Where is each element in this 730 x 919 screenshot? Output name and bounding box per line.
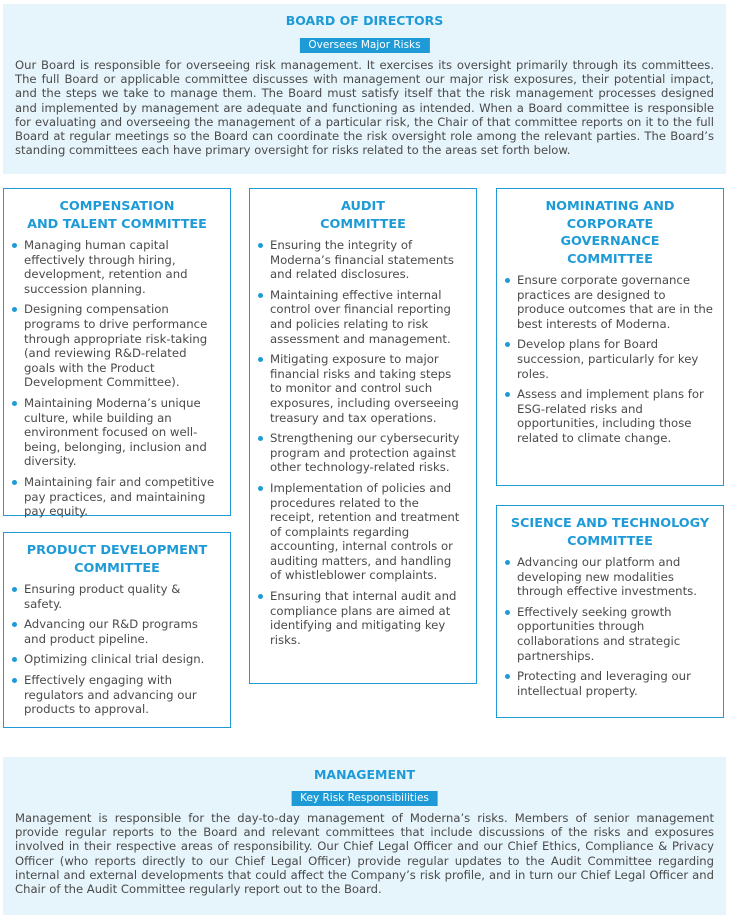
- bullet-icon: [12, 401, 17, 406]
- bullet-icon: [12, 622, 17, 627]
- bullet-icon: [12, 243, 17, 248]
- list-item: Advancing our platform and developing new modalities through effective investments.: [505, 555, 713, 599]
- bullet-icon: [505, 392, 510, 397]
- bullet-icon: [505, 560, 510, 565]
- compensation-committee-title: COMPENSATION AND TALENT COMMITTEE: [27, 199, 207, 232]
- management-panel: [3, 757, 726, 915]
- list-item: Designing compensation programs to drive performance through appropriate risk-taking (and reviewing R&D-related goals with the Product Development Committee).: [12, 302, 220, 390]
- bullet-icon: [12, 307, 17, 312]
- list-item: Ensuring product quality & safety.: [12, 582, 220, 611]
- list-item: Strengthening our cybersecurity program and protection against other technology-related risks.: [258, 431, 466, 475]
- list-item: Effectively seeking growth opportunities through collaborations and strategic partnerships.: [505, 605, 713, 663]
- audit-committee-title: AUDIT COMMITTEE: [320, 199, 406, 232]
- bullet-icon: [12, 587, 17, 592]
- bullet-icon: [258, 293, 263, 298]
- list-item: Ensuring the integrity of Moderna’s financial statements and related disclosures.: [258, 238, 466, 282]
- bullet-icon: [12, 657, 17, 662]
- product-development-committee-title: PRODUCT DEVELOPMENT COMMITTEE: [26, 543, 208, 576]
- bullet-icon: [258, 436, 263, 441]
- audit-committee-box: [249, 188, 477, 684]
- list-item: Ensure corporate governance practices are designed to produce outcomes that are in the best interests of Moderna.: [505, 273, 713, 331]
- board-badge: Oversees Major Risks: [299, 38, 429, 53]
- compensation-committee-box: [3, 188, 231, 519]
- list-item: Optimizing clinical trial design.: [12, 652, 220, 667]
- list-item: Assess and implement plans for ESG-related risks and opportunities, including those related to climate change.: [505, 387, 713, 445]
- list-item: Maintaining Moderna’s unique culture, while building an environment focused on well-being, belonging, inclusion and diversity.: [12, 396, 220, 469]
- bullet-icon: [505, 342, 510, 347]
- list-item: Ensuring that internal audit and compliance plans are aimed at identifying and mitigating key risks.: [258, 589, 466, 647]
- list-item: Protecting and leveraging our intellectual property.: [505, 669, 713, 698]
- science-technology-committee-title: SCIENCE AND TECHNOLOGY COMMITTEE: [510, 516, 710, 549]
- bullet-icon: [258, 486, 263, 491]
- bullet-icon: [505, 610, 510, 615]
- nominating-governance-committee-list: [497, 273, 723, 446]
- management-title: MANAGEMENT: [313, 767, 415, 782]
- list-item: Develop plans for Board succession, particularly for key roles.: [505, 337, 713, 381]
- bullet-icon: [505, 278, 510, 283]
- product-development-committee-list: [4, 582, 230, 717]
- bullet-icon: [258, 243, 263, 248]
- bullet-icon: [12, 678, 17, 683]
- list-item: Implementation of policies and procedures related to the receipt, retention and treatment of complaints regarding accounting, internal controls or auditing matters, and handling of whistleblower complaints.: [258, 481, 466, 583]
- list-item: Managing human capital effectively through hiring, development, retention and succession planning.: [12, 238, 220, 296]
- board-panel: [3, 4, 726, 174]
- compensation-committee-list: [4, 238, 230, 519]
- management-badge: Key Risk Responsibilities: [291, 791, 438, 806]
- bullet-icon: [505, 674, 510, 679]
- list-item: Advancing our R&D programs and product pipeline.: [12, 617, 220, 646]
- bullet-icon: [258, 357, 263, 362]
- board-title: BOARD OF DIRECTORS: [285, 13, 444, 28]
- list-item: Maintaining effective internal control over financial reporting and policies relating to risk assessment and management.: [258, 288, 466, 346]
- list-item: Mitigating exposure to major financial risks and taking steps to monitor and control such exposures, including overseeing treasury and tax operations.: [258, 352, 466, 425]
- audit-committee-list: [250, 238, 476, 647]
- list-item: Effectively engaging with regulators and advancing our products to approval.: [12, 673, 220, 717]
- board-description: Our Board is responsible for overseeing risk management. It exercises its oversight primarily through its committees. The full Board or applicable committee discusses with management our major risk exposures, their potential impact, and the steps we take to manage them. The Board must satisfy itself that the risk management processes designed and implemented by management are adequate and functioning as intended. When a Board committee is responsible for evaluating and overseeing the management of a particular risk, the Chair of that committee reports on it to the full Board at regular meetings so the Board can coordinate the risk oversight role among the relevant parties. The Board’s standing committees each have primary oversight for risks related to the areas set forth below.: [15, 58, 714, 158]
- product-development-committee-box: [3, 532, 231, 728]
- science-technology-committee-box: [496, 505, 724, 718]
- list-item: Maintaining fair and competitive pay practices, and maintaining pay equity.: [12, 475, 220, 519]
- nominating-governance-committee-title: NOMINATING AND CORPORATE GOVERNANCE COMMITTEE: [545, 199, 675, 267]
- science-technology-committee-list: [497, 555, 723, 698]
- bullet-icon: [12, 480, 17, 485]
- management-description: Management is responsible for the day-to-day management of Moderna’s risks. Members of senior management provide regular reports to the Board and relevant committees that include discussions of the risks and exposures involved in their respective areas of responsibility. Our Chief Legal Officer and our Chief Ethics, Compliance & Privacy Officer (who reports directly to our Chief Legal Officer) provide regular updates to the Audit Committee regarding internal and external developments that could affect the Company’s risk profile, and in turn our Chief Legal Officer and Chair of the Audit Committee regularly report out to the Board.: [15, 811, 714, 897]
- nominating-governance-committee-box: [496, 188, 724, 486]
- bullet-icon: [258, 594, 263, 599]
